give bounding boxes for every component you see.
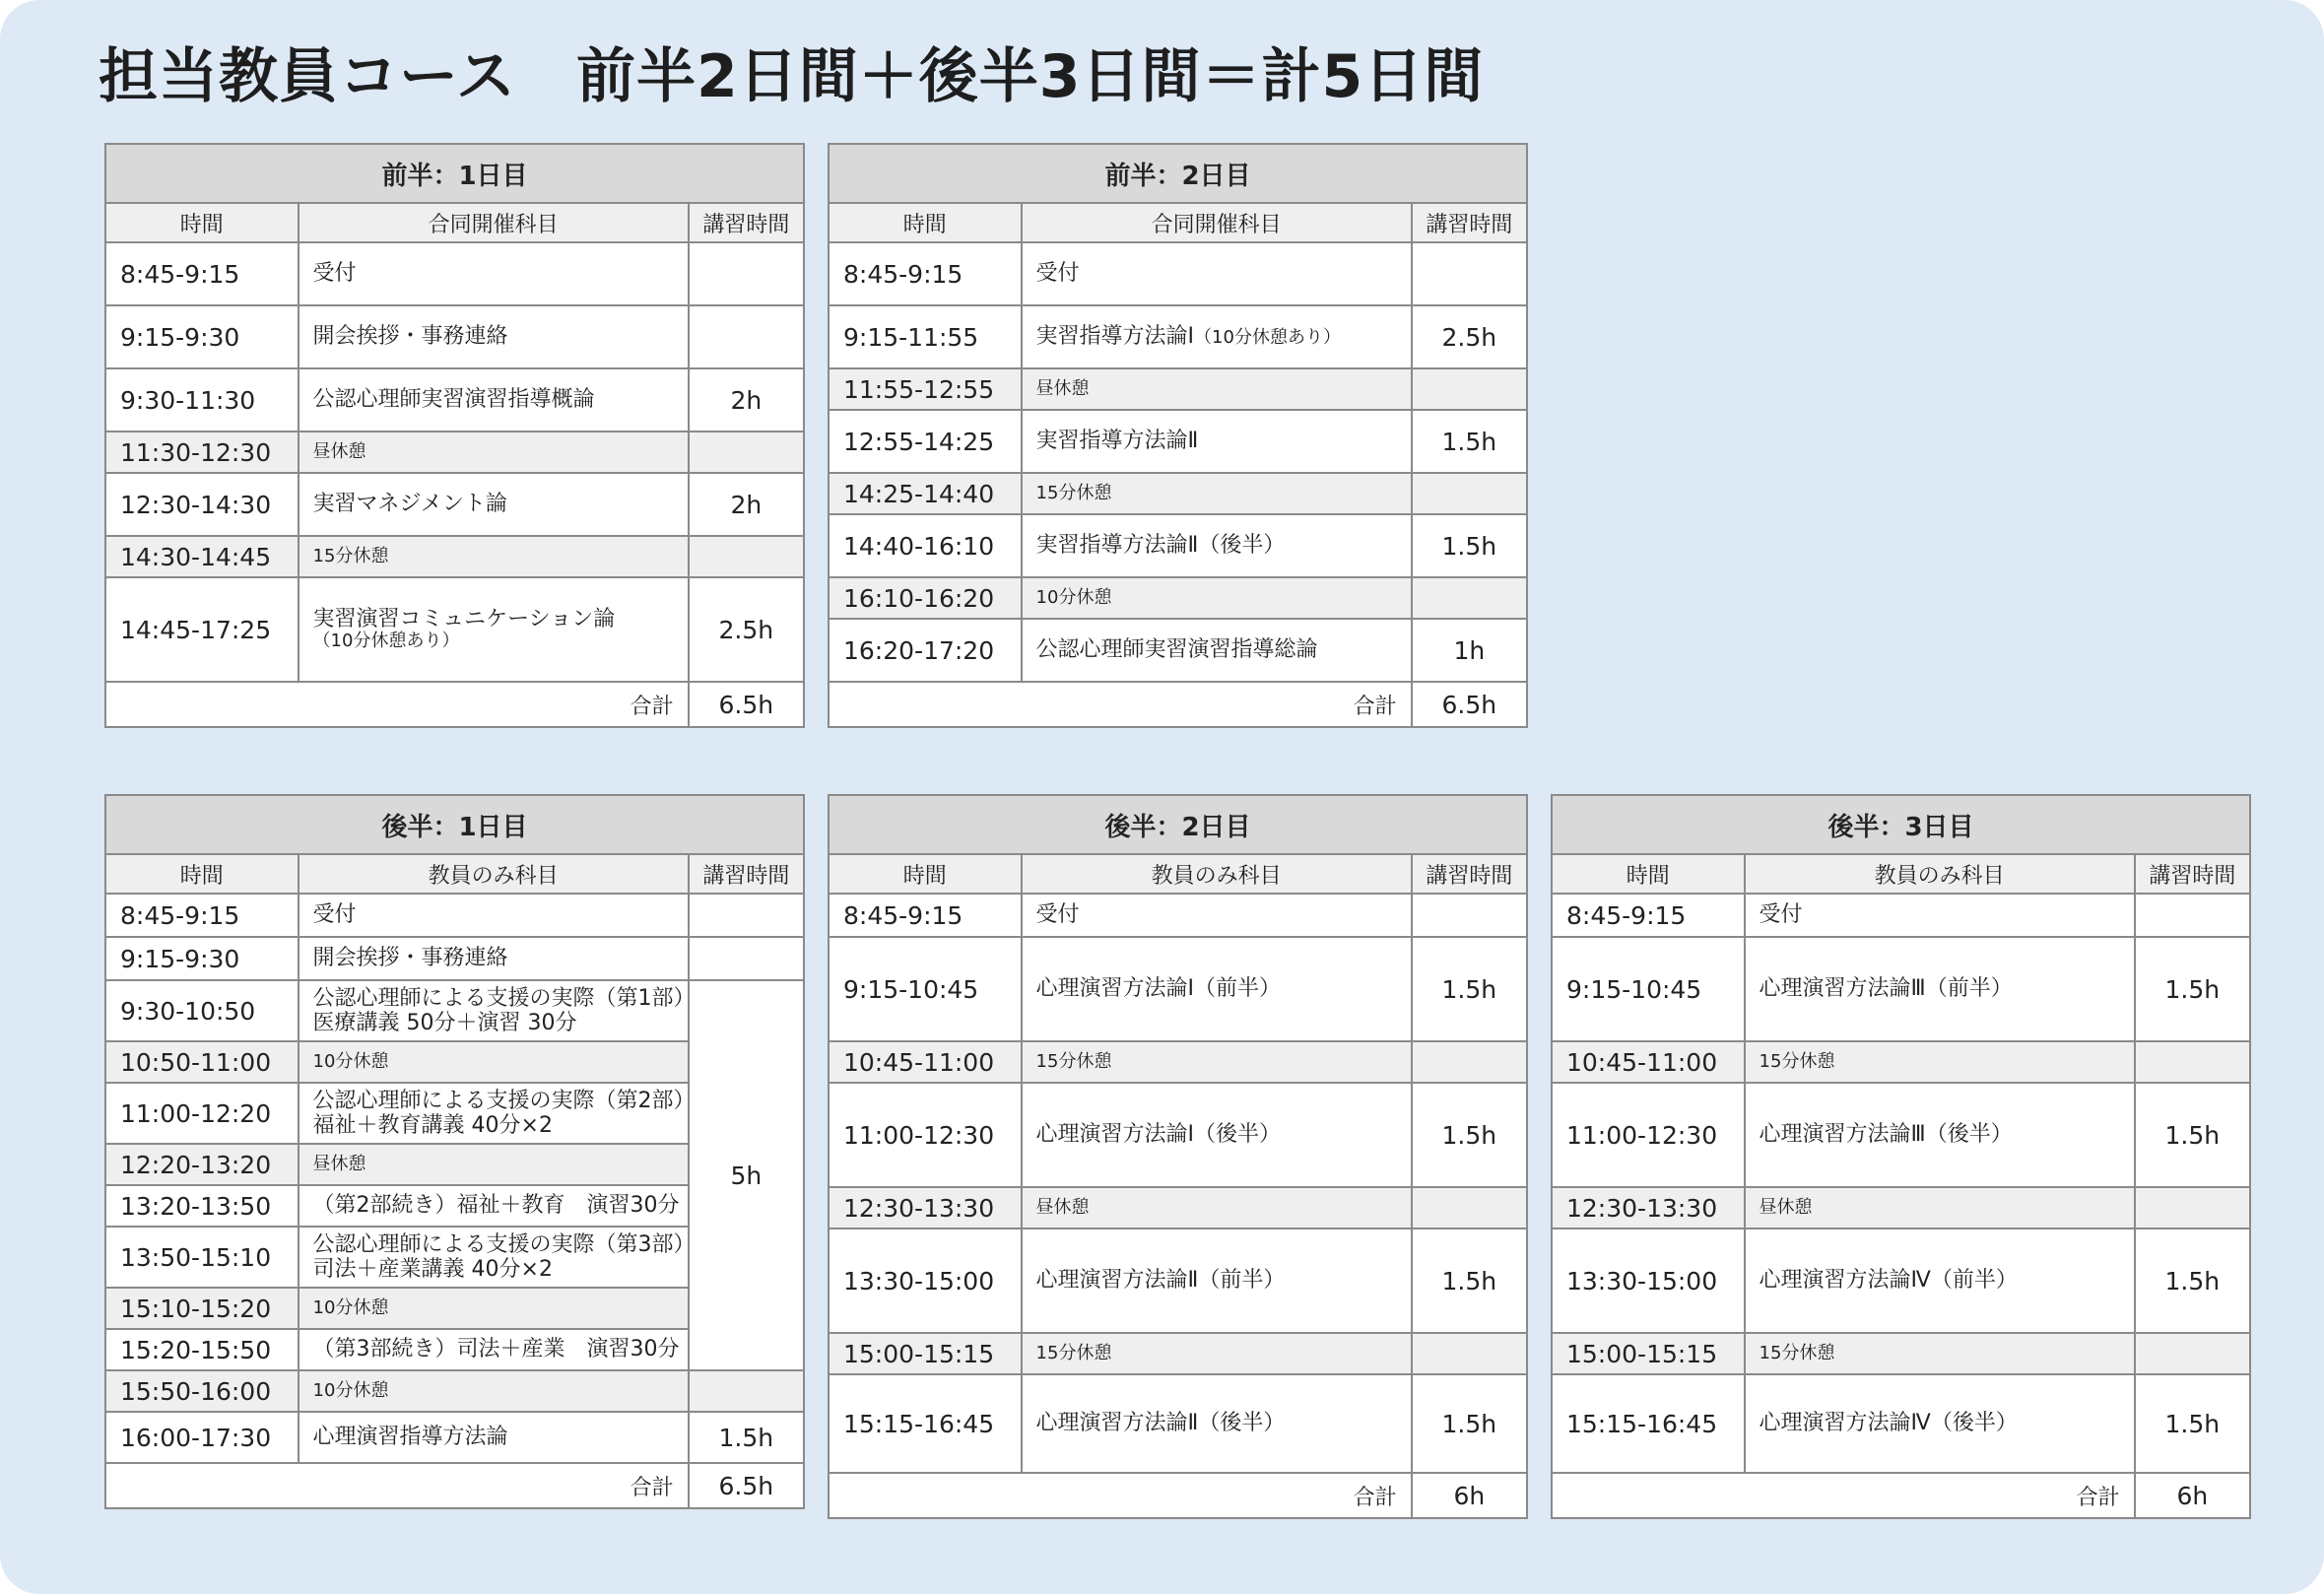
hours-cell: 1.5h [1412, 1083, 1527, 1187]
schedule-table-first-day1 [104, 143, 805, 728]
total-value: 6.5h [689, 682, 804, 727]
time-cell: 11:00-12:20 [105, 1083, 299, 1144]
table-row [829, 619, 1527, 682]
table-row [105, 937, 804, 980]
subject-cell: 15分休憩 [1022, 473, 1412, 514]
break-row [829, 1041, 1527, 1083]
subject-cell: 10分休憩 [299, 1288, 689, 1329]
break-row [105, 1370, 804, 1412]
table-row [105, 980, 804, 1041]
subject-cell: 心理演習方法論Ⅲ（前半） [1745, 937, 2135, 1041]
total-label: 合計 [1552, 1473, 2135, 1518]
time-cell: 9:15-10:45 [829, 937, 1022, 1041]
time-cell: 10:45-11:00 [829, 1041, 1022, 1083]
hours-cell [2135, 1041, 2250, 1083]
col-header-time: 時間 [1552, 854, 1745, 894]
col-header-subject: 合同開催科目 [299, 203, 689, 242]
time-cell: 15:20-15:50 [105, 1329, 299, 1370]
schedule-table-second-day3 [1551, 794, 2251, 1519]
subject-cell: 公認心理師実習演習指導総論 [1022, 619, 1412, 682]
time-cell: 11:55-12:55 [829, 368, 1022, 410]
col-header-subject: 合同開催科目 [1022, 203, 1412, 242]
break-row [829, 1187, 1527, 1229]
break-row [829, 577, 1527, 619]
table-row [829, 937, 1527, 1041]
hours-cell [2135, 894, 2250, 937]
table-row [829, 1374, 1527, 1473]
subject-cell: 15分休憩 [1745, 1333, 2135, 1374]
hours-cell: 1.5h [1412, 1374, 1527, 1473]
subject-detail: 医療講義 50分＋演習 30分 [312, 1011, 577, 1035]
table-row [829, 514, 1527, 577]
table-row [105, 368, 804, 432]
table-row [829, 1083, 1527, 1187]
subject-cell: 実習指導方法論Ⅱ [1022, 410, 1412, 473]
subject-cell: 受付 [299, 894, 689, 937]
total-row [829, 682, 1527, 727]
hours-cell: 1.5h [2135, 1083, 2250, 1187]
table-row [105, 894, 804, 937]
time-cell: 8:45-9:15 [829, 242, 1022, 305]
hours-cell: 1.5h [2135, 1374, 2250, 1473]
col-header-hours: 講習時間 [1412, 854, 1527, 894]
time-cell: 9:15-9:30 [105, 305, 299, 368]
time-cell: 10:45-11:00 [1552, 1041, 1745, 1083]
table-row [829, 1229, 1527, 1333]
col-header-time: 時間 [105, 854, 299, 894]
subject-cell: 心理演習方法論Ⅳ（後半） [1745, 1374, 2135, 1473]
subject-cell: 心理演習指導方法論 [299, 1412, 689, 1463]
page-title: 担当教員コース 前半2日間＋後半3日間＝計5日間 [99, 42, 1485, 111]
subject-cell: 公認心理師実習演習指導概論 [299, 368, 689, 432]
hours-cell: 2h [689, 473, 804, 536]
time-cell: 9:15-11:55 [829, 305, 1022, 368]
subject-cell: 受付 [1745, 894, 2135, 937]
subject-cell: 15分休憩 [1022, 1041, 1412, 1083]
total-row [829, 1473, 1527, 1518]
table-row [829, 894, 1527, 937]
col-header-time: 時間 [829, 203, 1022, 242]
hours-cell [1412, 894, 1527, 937]
time-cell: 14:45-17:25 [105, 577, 299, 682]
subject-text: 実習演習コミュニケーション論 [312, 607, 616, 631]
table-row [105, 305, 804, 368]
subject-cell: 10分休憩 [1022, 577, 1412, 619]
hours-cell [1412, 577, 1527, 619]
time-cell: 8:45-9:15 [105, 242, 299, 305]
table-row [105, 1412, 804, 1463]
total-row [105, 682, 804, 727]
table-row [1552, 1229, 2250, 1333]
table-title: 後半：1日目 [105, 795, 804, 854]
hours-cell: 1.5h [1412, 514, 1527, 577]
hours-cell: 2.5h [689, 577, 804, 682]
break-row [1552, 1187, 2250, 1229]
schedule-table-second-day2 [828, 794, 1528, 1519]
table-row [829, 410, 1527, 473]
total-row [1552, 1473, 2250, 1518]
subject-cell: 15分休憩 [299, 536, 689, 577]
subject-cell: 15分休憩 [1745, 1041, 2135, 1083]
subject-cell: 心理演習方法論Ⅰ（前半） [1022, 937, 1412, 1041]
hours-cell [689, 536, 804, 577]
col-header-hours: 講習時間 [689, 203, 804, 242]
hours-cell [1412, 1333, 1527, 1374]
col-header-subject: 教員のみ科目 [1745, 854, 2135, 894]
subject-cell: 昼休憩 [1022, 368, 1412, 410]
col-header-time: 時間 [105, 203, 299, 242]
time-cell: 12:30-13:30 [1552, 1187, 1745, 1229]
col-header-subject: 教員のみ科目 [1022, 854, 1412, 894]
subject-detail: 司法＋産業講義 40分×2 [312, 1257, 553, 1282]
subject-cell: （第3部続き）司法＋産業 演習30分 [299, 1329, 689, 1370]
hours-cell [689, 432, 804, 473]
subject-cell: 昼休憩 [299, 432, 689, 473]
hours-cell [689, 894, 804, 937]
col-header-hours: 講習時間 [2135, 854, 2250, 894]
break-row [105, 432, 804, 473]
total-label: 合計 [105, 682, 689, 727]
schedule-table-first-day2 [828, 143, 1528, 728]
subject-cell: 実習マネジメント論 [299, 473, 689, 536]
time-cell: 15:00-15:15 [829, 1333, 1022, 1374]
time-cell: 12:55-14:25 [829, 410, 1022, 473]
total-label: 合計 [105, 1463, 689, 1508]
table-title: 前半：1日目 [105, 144, 804, 203]
subject-cell: 開会挨拶・事務連絡 [299, 305, 689, 368]
time-cell: 9:30-11:30 [105, 368, 299, 432]
hours-cell [1412, 242, 1527, 305]
time-cell: 15:50-16:00 [105, 1370, 299, 1412]
subject-cell: 10分休憩 [299, 1041, 689, 1083]
subject-note: （10分休憩あり） [312, 631, 460, 652]
subject-cell: 10分休憩 [299, 1370, 689, 1412]
total-value: 6h [2135, 1473, 2250, 1518]
hours-cell: 1.5h [2135, 1229, 2250, 1333]
table-row [105, 242, 804, 305]
hours-cell [689, 937, 804, 980]
time-cell: 14:30-14:45 [105, 536, 299, 577]
time-cell: 15:10-15:20 [105, 1288, 299, 1329]
break-row [105, 536, 804, 577]
hours-cell: 1.5h [1412, 937, 1527, 1041]
time-cell: 13:30-15:00 [829, 1229, 1022, 1333]
total-label: 合計 [829, 1473, 1412, 1518]
total-label: 合計 [829, 682, 1412, 727]
hours-cell: 1.5h [2135, 937, 2250, 1041]
time-cell: 15:15-16:45 [829, 1374, 1022, 1473]
time-cell: 15:15-16:45 [1552, 1374, 1745, 1473]
subject-cell: 昼休憩 [1745, 1187, 2135, 1229]
time-cell: 11:00-12:30 [829, 1083, 1022, 1187]
break-row [829, 1333, 1527, 1374]
time-cell: 8:45-9:15 [1552, 894, 1745, 937]
time-cell: 14:25-14:40 [829, 473, 1022, 514]
col-header-hours: 講習時間 [1412, 203, 1527, 242]
time-cell: 9:15-10:45 [1552, 937, 1745, 1041]
time-cell: 15:00-15:15 [1552, 1333, 1745, 1374]
hours-cell: 1.5h [689, 1412, 804, 1463]
hours-cell: 2h [689, 368, 804, 432]
time-cell: 11:30-12:30 [105, 432, 299, 473]
time-cell: 9:30-10:50 [105, 980, 299, 1041]
time-cell: 12:30-14:30 [105, 473, 299, 536]
hours-cell: 1h [1412, 619, 1527, 682]
hours-cell [689, 305, 804, 368]
time-cell: 8:45-9:15 [829, 894, 1022, 937]
time-cell: 14:40-16:10 [829, 514, 1022, 577]
time-cell: 12:20-13:20 [105, 1144, 299, 1185]
subject-text: 実習指導方法論Ⅰ [1035, 324, 1195, 350]
subject-detail: 福祉＋教育講義 40分×2 [312, 1113, 553, 1138]
time-cell: 8:45-9:15 [105, 894, 299, 937]
table-title: 前半：2日目 [829, 144, 1527, 203]
subject-text: 公認心理師による支援の実際（第1部） [312, 985, 696, 1011]
schedule-table-second-day1 [104, 794, 805, 1509]
table-row [105, 577, 804, 682]
subject-cell [299, 577, 689, 682]
hours-cell [2135, 1333, 2250, 1374]
subject-cell: 昼休憩 [1022, 1187, 1412, 1229]
break-row [1552, 1041, 2250, 1083]
table-title: 後半：2日目 [829, 795, 1527, 854]
hours-cell [1412, 368, 1527, 410]
table-row [1552, 894, 2250, 937]
subject-cell [1022, 305, 1412, 368]
total-value: 6.5h [1412, 682, 1527, 727]
hours-cell [2135, 1187, 2250, 1229]
subject-cell: 心理演習方法論Ⅲ（後半） [1745, 1083, 2135, 1187]
time-cell: 13:20-13:50 [105, 1185, 299, 1227]
subject-cell [299, 1227, 696, 1288]
total-value: 6.5h [689, 1463, 804, 1508]
time-cell: 16:00-17:30 [105, 1412, 299, 1463]
subject-cell: 受付 [299, 242, 689, 305]
time-cell: 16:10-16:20 [829, 577, 1022, 619]
time-cell: 9:15-9:30 [105, 937, 299, 980]
subject-cell: 15分休憩 [1022, 1333, 1412, 1374]
break-row [829, 368, 1527, 410]
subject-cell [299, 1083, 696, 1144]
hours-cell [689, 242, 804, 305]
subject-text: 公認心理師による支援の実際（第2部） [312, 1088, 696, 1113]
total-value: 6h [1412, 1473, 1527, 1518]
hours-cell [689, 1370, 804, 1412]
time-cell: 12:30-13:30 [829, 1187, 1022, 1229]
time-cell: 11:00-12:30 [1552, 1083, 1745, 1187]
table-title: 後半：3日目 [1552, 795, 2250, 854]
table-row [1552, 1374, 2250, 1473]
hours-cell: 2.5h [1412, 305, 1527, 368]
subject-cell: 心理演習方法論Ⅱ（前半） [1022, 1229, 1412, 1333]
hours-cell: 1.5h [1412, 1229, 1527, 1333]
subject-cell: （第2部続き）福祉＋教育 演習30分 [299, 1185, 689, 1227]
subject-cell: 実習指導方法論Ⅱ（後半） [1022, 514, 1412, 577]
table-row [829, 305, 1527, 368]
time-cell: 13:50-15:10 [105, 1227, 299, 1288]
subject-cell [299, 980, 696, 1041]
total-row [105, 1463, 804, 1508]
subject-cell: 開会挨拶・事務連絡 [299, 937, 689, 980]
time-cell: 10:50-11:00 [105, 1041, 299, 1083]
time-cell: 16:20-17:20 [829, 619, 1022, 682]
subject-note: （10分休憩あり） [1194, 327, 1341, 349]
table-row [105, 473, 804, 536]
break-row [829, 473, 1527, 514]
hours-cell [1412, 1041, 1527, 1083]
subject-cell: 受付 [1022, 242, 1412, 305]
subject-cell: 心理演習方法論Ⅱ（後半） [1022, 1374, 1412, 1473]
subject-cell: 受付 [1022, 894, 1412, 937]
break-row [1552, 1333, 2250, 1374]
subject-cell: 昼休憩 [299, 1144, 689, 1185]
table-row [1552, 1083, 2250, 1187]
table-row [829, 242, 1527, 305]
col-header-subject: 教員のみ科目 [299, 854, 689, 894]
subject-text: 公認心理師による支援の実際（第3部） [312, 1231, 696, 1257]
merged-hours-cell: 5h [689, 980, 804, 1370]
col-header-time: 時間 [829, 854, 1022, 894]
subject-cell: 心理演習方法論Ⅰ（後半） [1022, 1083, 1412, 1187]
hours-cell: 1.5h [1412, 410, 1527, 473]
hours-cell [1412, 473, 1527, 514]
subject-cell: 心理演習方法論Ⅳ（前半） [1745, 1229, 2135, 1333]
col-header-hours: 講習時間 [689, 854, 804, 894]
time-cell: 13:30-15:00 [1552, 1229, 1745, 1333]
table-row [1552, 937, 2250, 1041]
hours-cell [1412, 1187, 1527, 1229]
